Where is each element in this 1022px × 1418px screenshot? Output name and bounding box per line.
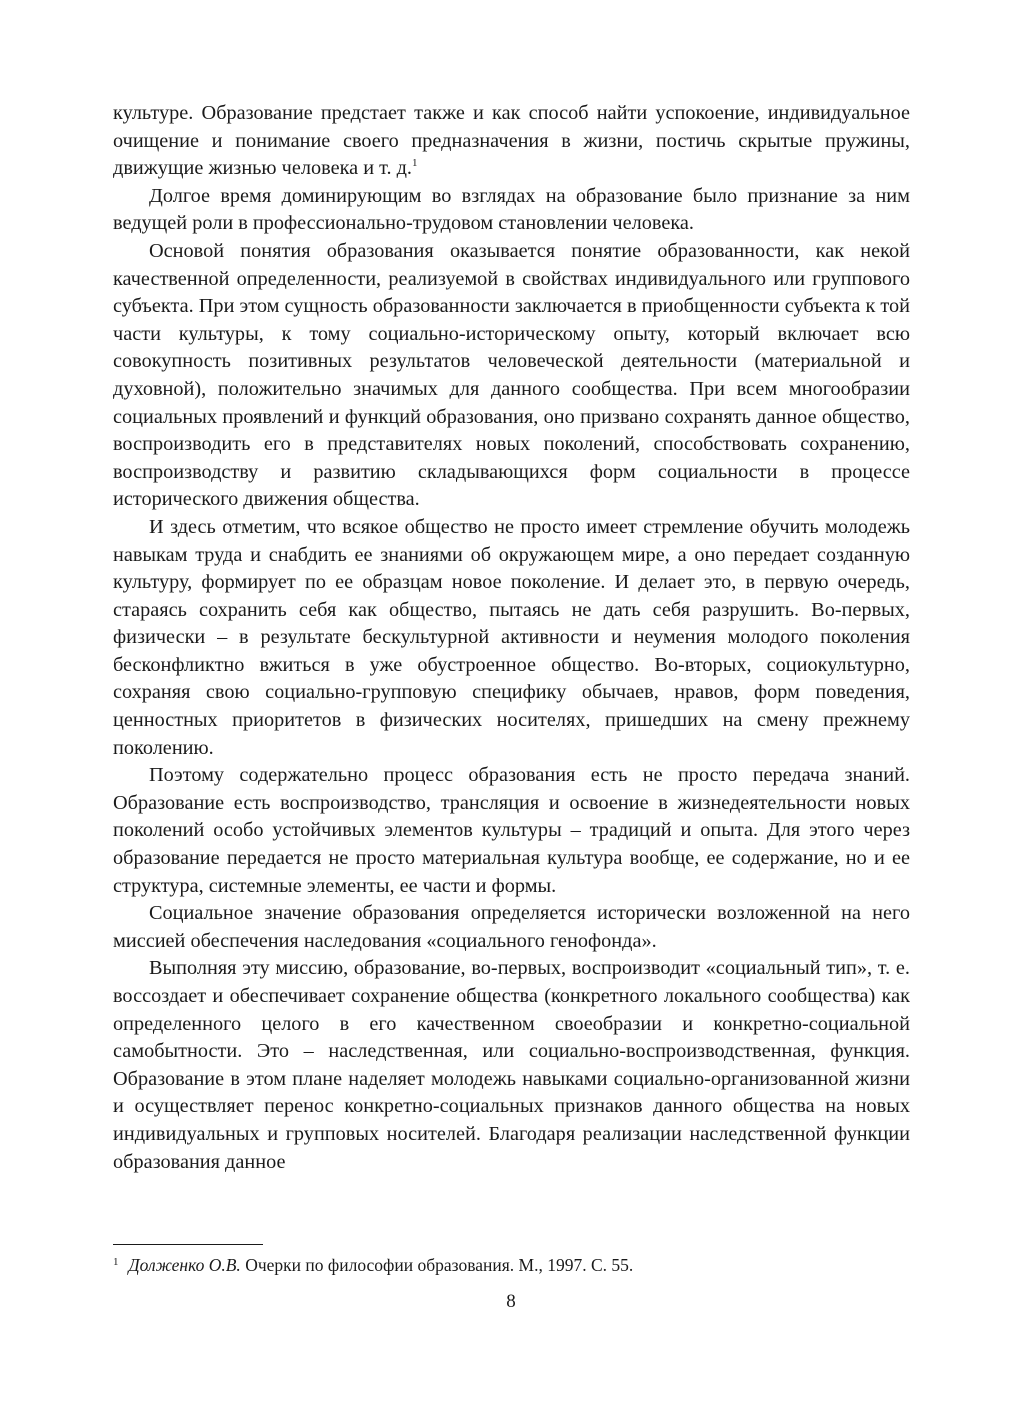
paragraph-4: И здесь отметим, что всякое общество не просто имеет стремление обучить молодежь навыкам труда и снабдить ее знаниями об окружающем мире, а оно передает созданную культуру, формирует по ее образцам новое поколение. И делает это, в первую очередь, стараясь сохранить себя как общество, пытаясь не дать себя разрушить. Во-первых, физически – в результате бескультурной активности и неумения молодого поколения бесконфликтно вжиться в уже обустроенное общество. Во-вторых, социокультурно, сохраняя свою социально-групповую специфику обычаев, нравов, форм поведения, ценностных приоритетов в физических носителях, пришедших на смену прежнему поколению. xyxy=(113,515,910,759)
paragraph-7: Выполняя эту миссию, образование, во-первых, воспроизводит «социальный тип», т. е. воссоздает и обеспечивает сохранение общества (конкретного локального сообщества) как определенного целого в его качественном своеобразии и конкретно-социальной самобытности. Это – наследственная, или социально-воспроизводственная, функция. Образование в этом плане наделяет молодежь навыками социально-организованной жизни и осуществляет перенос конкретно-социальных признаков данного общества на новых индивидуальных и групповых носителей. Благодаря реализации наследственной функции образования данное xyxy=(113,957,910,1173)
footnote-author: Долженко О.В. xyxy=(128,1255,241,1275)
paragraph-1: культуре. Образование предстает также и как способ найти успокоение, индивидуальное очищение и понимание своего предназначения в жизни, постичь скрытые пружины, движущие жизнью человека и т. д.$^1$ xyxy=(113,102,910,180)
paragraph-3: Основой понятия образования оказывается понятие образованности, как некой качественной определенности, реализуемой в свойствах индивидуального или группового субъекта. При этом сущность образованности заключается в приобщенности субъекта к той части культуры, к тому социально-историческому опыту, который включает всю совокупность позитивных результатов человеческой деятельности (материальной и духовной), положительно значимых для данного сообщества. При всем многообразии социальных проявлений и функций образования, оно призвано сохранять данное общество, воспроизводить его в представителях новых поколений, способствовать сохранению, воспроизводству и развитию складывающихся форм социальности в процессе исторического движения общества. xyxy=(113,239,910,511)
paragraph-2: Долгое время доминирующим во взглядах на образование было признание за ним ведущей роли в профессионально-трудовом становлении человека. xyxy=(113,184,910,235)
footnote-reference[interactable]: 1 xyxy=(411,157,418,170)
paragraph-6: Социальное значение образования определяется исторически возложенной на него миссией обеспечения наследования «социального генофонда». xyxy=(113,902,910,952)
footnote xyxy=(113,1250,910,1277)
footnote-text: Очерки по философии образования. М., 1997. С. 55. xyxy=(245,1255,634,1275)
paragraph-5: Поэтому содержательно процесс образования есть не просто передача знаний. Образование есть воспроизводство, трансляция и освоение в жизнедеятельности новых поколений особо устойчивых элементов культуры – традиций и опыта. Для этого через образование передается не просто материальная культура вообще, ее содержание, но и ее структура, системные элементы, ее части и формы. xyxy=(113,764,910,897)
footnote-divider xyxy=(113,1244,263,1245)
footnote-mark: 1 xyxy=(113,1256,119,1268)
page-number: 8 xyxy=(506,1291,516,1312)
main-text xyxy=(113,100,910,1176)
